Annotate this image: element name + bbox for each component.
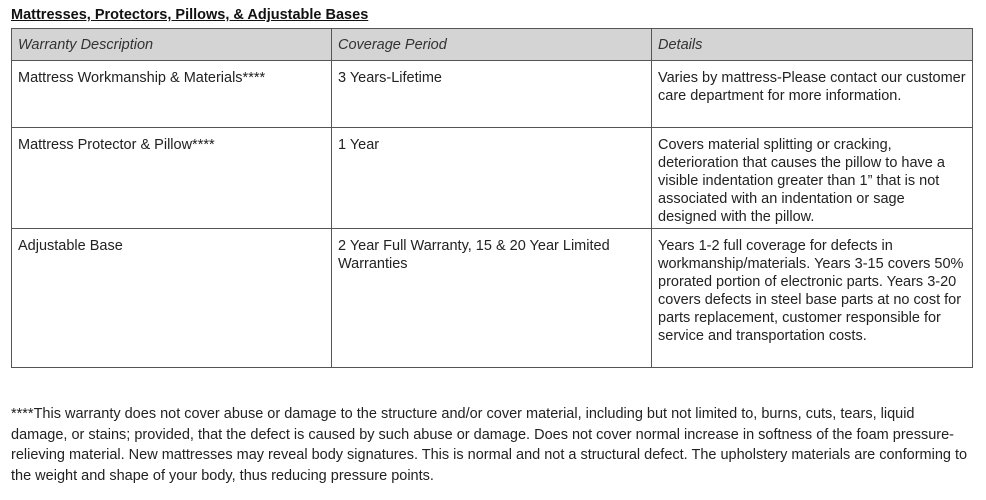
cell-details: Covers material splitting or cracking, deterioration that causes the pillow to have a visible indentation greater than 1” that is not associated with an indentation or sage designed with the pillow. [652, 128, 973, 229]
table-row [12, 61, 973, 128]
cell-coverage: 1 Year [332, 128, 652, 229]
header-coverage-period: Coverage Period [332, 29, 652, 61]
cell-details: Varies by mattress-Please contact our customer care department for more information. [652, 61, 973, 128]
cell-details: Years 1-2 full coverage for defects in workmanship/materials. Years 3-15 covers 50% prorated portion of electronic parts. Years 3-20 covers defects in steel base parts at no cost for parts replacement, customer responsible for service and transportation costs. [652, 229, 973, 368]
table-row [12, 128, 973, 229]
warranty-table [11, 28, 973, 368]
cell-description: Adjustable Base [12, 229, 332, 368]
header-warranty-description: Warranty Description [12, 29, 332, 61]
cell-coverage: 3 Years-Lifetime [332, 61, 652, 128]
table-row [12, 229, 973, 368]
table-header-row [12, 29, 973, 61]
warranty-footnote: ****This warranty does not cover abuse or damage to the structure and/or cover material, including but not limited to, burns, cuts, tears, liquid damage, or stains; provided, that the defect is caused by such abuse or damage. Does not cover normal increase in softness of the foam pressure-relieving material. New mattresses may reveal body signatures. This is normal and not a structural defect. The upholstery materials are conforming to the weight and shape of your body, thus reducing pressure points. [11, 406, 968, 484]
section-title: Mattresses, Protectors, Pillows, & Adjustable Bases [11, 7, 369, 23]
cell-description: Mattress Workmanship & Materials**** [12, 61, 332, 128]
cell-coverage: 2 Year Full Warranty, 15 & 20 Year Limited Warranties [332, 229, 652, 368]
cell-description: Mattress Protector & Pillow**** [12, 128, 332, 229]
header-details: Details [652, 29, 973, 61]
